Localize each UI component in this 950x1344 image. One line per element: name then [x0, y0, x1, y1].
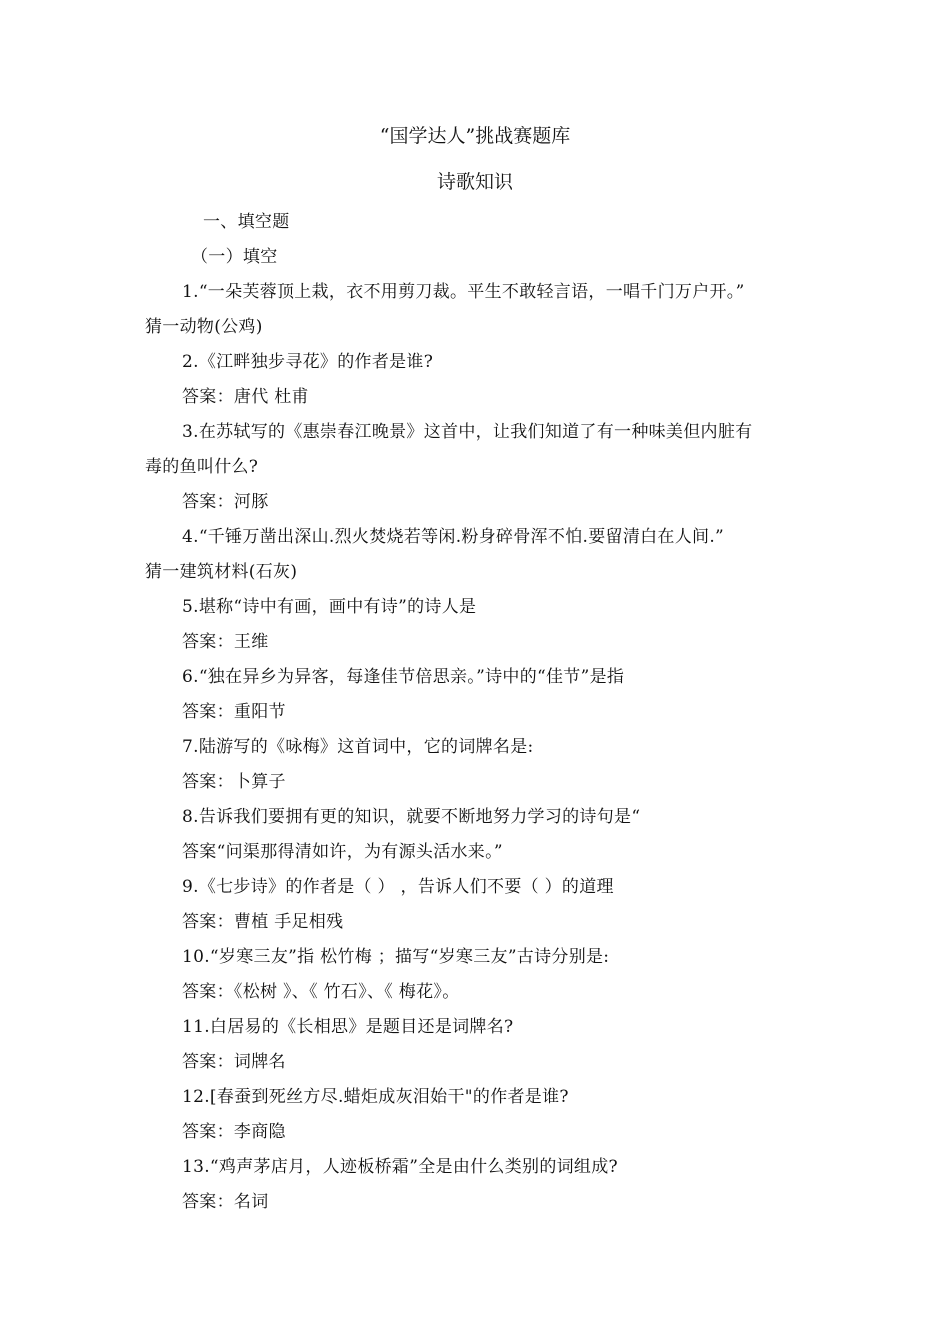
text-line: 答案：曹植 手足相残 — [182, 912, 344, 932]
text-line: 11.白居易的《长相思》是题目还是词牌名? — [182, 1017, 514, 1037]
text-line: 5.堪称“诗中有画，画中有诗”的诗人是 — [182, 597, 477, 617]
text-line: 10.“岁寒三友”指 松竹梅 ；描写“岁寒三友”古诗分别是: — [182, 947, 610, 967]
text-line: 答案：李商隐 — [182, 1122, 286, 1142]
text-line: 13.“鸡声茅店月，人迹板桥霜”全是由什么类别的词组成? — [182, 1157, 618, 1177]
text-line: 2.《江畔独步寻花》的作者是谁? — [182, 352, 434, 372]
document-title: “国学达人”挑战赛题库 — [379, 125, 571, 147]
text-line: 答案：河豚 — [182, 492, 269, 512]
text-line: 答案：王维 — [182, 632, 269, 652]
text-line: 毒的鱼叫什么? — [145, 457, 259, 477]
text-line: 答案：名词 — [182, 1192, 269, 1212]
text-line: 1.“一朵芙蓉顶上栽，衣不用剪刀裁。平生不敢轻言语，一唱千门万户开。” — [182, 282, 745, 302]
text-line: 猜一建筑材料(石灰) — [145, 562, 298, 582]
document-body — [145, 205, 815, 1220]
text-line: 猜一动物(公鸡) — [145, 317, 263, 337]
text-line: 答案：《松树 》、《 竹石》、《 梅花》。 — [182, 982, 460, 1002]
text-line: 答案：重阳节 — [182, 702, 286, 722]
text-line: 答案“问渠那得清如许，为有源头活水来。” — [182, 842, 503, 862]
text-line: 6.“独在异乡为异客，每逢佳节倍思亲。”诗中的“佳节”是指 — [182, 667, 625, 687]
text-line: 8.告诉我们要拥有更的知识，就要不断地努力学习的诗句是“ — [182, 807, 641, 827]
text-line: 7.陆游写的《咏梅》这首词中，它的词牌名是: — [182, 737, 534, 757]
text-line: （一）填空 — [191, 247, 278, 267]
text-line: 9.《七步诗》的作者是（ ） ，告诉人们不要（ ）的道理 — [182, 877, 614, 897]
text-line: 答案：词牌名 — [182, 1052, 286, 1072]
text-line: 12.[春蚕到死丝方尽.蜡炬成灰泪始干"的作者是谁? — [182, 1087, 569, 1107]
document-subtitle: 诗歌知识 — [436, 171, 513, 193]
text-line: 答案：卜算子 — [182, 772, 286, 792]
text-line: 3.在苏轼写的《惠崇春江晚景》这首中，让我们知道了有一种味美但内脏有 — [182, 422, 753, 442]
text-line: 4.“千锤万凿出深山.烈火焚烧若等闲.粉身碎骨浑不怕.要留清白在人间.” — [182, 527, 725, 547]
text-line: 答案：唐代 杜甫 — [182, 387, 309, 407]
text-line: 一、填空题 — [203, 212, 290, 232]
